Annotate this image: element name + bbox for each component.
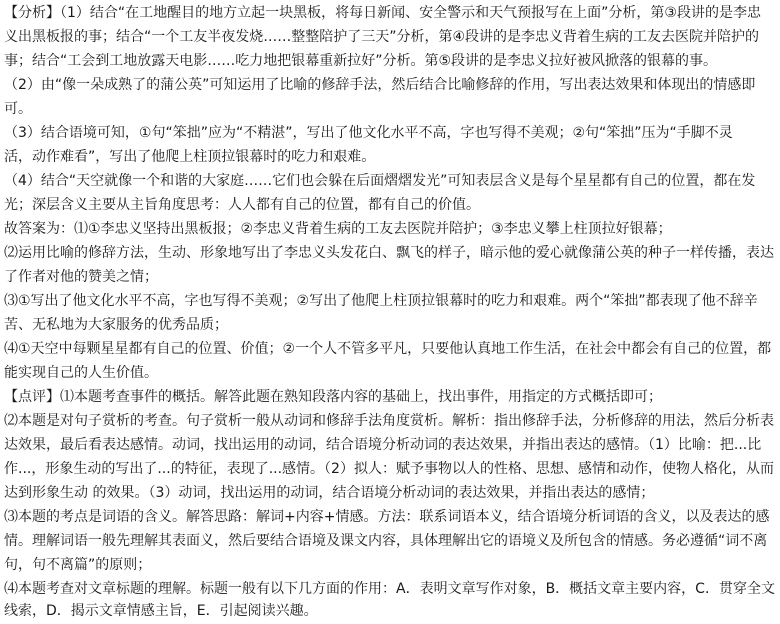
text-line: 事；结合“工会到工地放露天电影……吃力地把银幕重新拉好”分析。第⑤段讲的是李忠义拉好被风掀落的银幕的事。 <box>4 53 718 69</box>
text-line: 情。理解词语一般先理解其表面义，然后要结合语境及课文内容，具体理解出它的语境义及所包含的情感。务必遵循“词不离 <box>4 533 768 549</box>
text-line: （2）由“像一朵成熟了的蒲公英”可知运用了比喻的修辞手法，然后结合比喻修辞的作用，写出表达效果和体现出的情感即 <box>4 77 756 93</box>
text-line: ⑷本题考查对文章标题的理解。标题一般有以下几方面的作用：A．表明文章写作对象，B．概括文章主要内容，C．贯穿全文 <box>4 581 775 597</box>
text-line: 故答案为：⑴①李忠义坚持出黑板报；②李忠义背着生病的工友去医院并陪护；③李忠义攀上柱顶拉好银幕； <box>4 221 672 237</box>
text-line: ⑵运用比喻的修辞方法，生动、形象地写出了李忠义头发花白、飘飞的样子，暗示他的爱心就像蒲公英的种子一样传播，表达 <box>4 245 774 261</box>
text-line: 【分析】（1）结合“在工地醒目的地方立起一块黑板，将每日新闻、安全警示和天气预报写在上面”分析，第③段讲的是李忠 <box>4 5 761 21</box>
text-line: 句，句不离篇”的原则； <box>4 557 152 573</box>
text-line: ⑷①天空中每颗星星都有自己的位置、价值；②一个人不管多平凡，只要他认真地工作生活，在社会中都会有自己的位置，都 <box>4 341 772 357</box>
text-line: （4）结合“天空就像一个和谐的大家庭……它们也会躲在后面熠熠发光”可知表层含义是每个星星都有自己的位置，都在发 <box>4 173 756 189</box>
text-line: 达到形象生动 的效果。（3）动词，找出运用的动词，结合语境分析动词的表达效果，并指出表达的感情； <box>4 485 655 501</box>
text-line: 义出黑板报的事；结合“一个工友半夜发烧……整整陪护了三天”分析，第④段讲的是李忠义背着生病的工友去医院并陪护的 <box>4 29 760 45</box>
text-line: 光；深层含义主要从主旨角度思考：人人都有自己的位置，都有自己的价值。 <box>4 197 480 213</box>
text-line: ⑶本题的考点是词语的含义。解答思路：解词+内容+情感。方法：联系词语本义，结合语境分析词语的含义，以及表达的感 <box>4 509 770 525</box>
text-line: ⑵本题是对句子赏析的考查。句子赏析一般从动词和修辞手法角度赏析。解析：指出修辞手法，分析修辞的用法，然后分析表 <box>4 413 774 429</box>
text-line: 苦、无私地为大家服务的优秀品质； <box>4 317 228 333</box>
text-line: 【点评】⑴本题考查事件的概括。解答此题在熟知段落内容的基础上，找出事件，用指定的方式概括即可； <box>4 389 662 405</box>
text-line: 达效果，最后看表达感情。动词，找出运用的动词，结合语境分析动词的表达效果，并指出表达的感情。（1）比喻：把...比 <box>4 437 762 453</box>
text-line: 可。 <box>4 101 32 117</box>
text-line: 线索，D．揭示文章情感主旨，E．引起阅读兴趣。 <box>4 603 318 619</box>
text-line: 能实现自己的人生价值。 <box>4 365 158 381</box>
text-line: （3）结合语境可知，①句“笨拙”应为“不精湛”，写出了他文化水平不高，字也写得不美观；②句“笨拙”压为“手脚不灵 <box>4 125 733 141</box>
text-line: 活，动作难看”，写出了他爬上柱顶拉银幕时的吃力和艰难。 <box>4 149 376 165</box>
text-line: ⑶①写出了他文化水平不高，字也写得不美观；②写出了他爬上柱顶拉银幕时的吃力和艰难。两个“笨拙”都表现了他不辞辛 <box>4 293 758 309</box>
text-line: 了作者对他的赞美之情； <box>4 269 158 285</box>
text-line: 作...，形象生动的写出了...的特征，表现了...感情。（2）拟人：赋予事物以人的性格、思想、感情和动作，使物人格化，从而 <box>4 461 774 477</box>
